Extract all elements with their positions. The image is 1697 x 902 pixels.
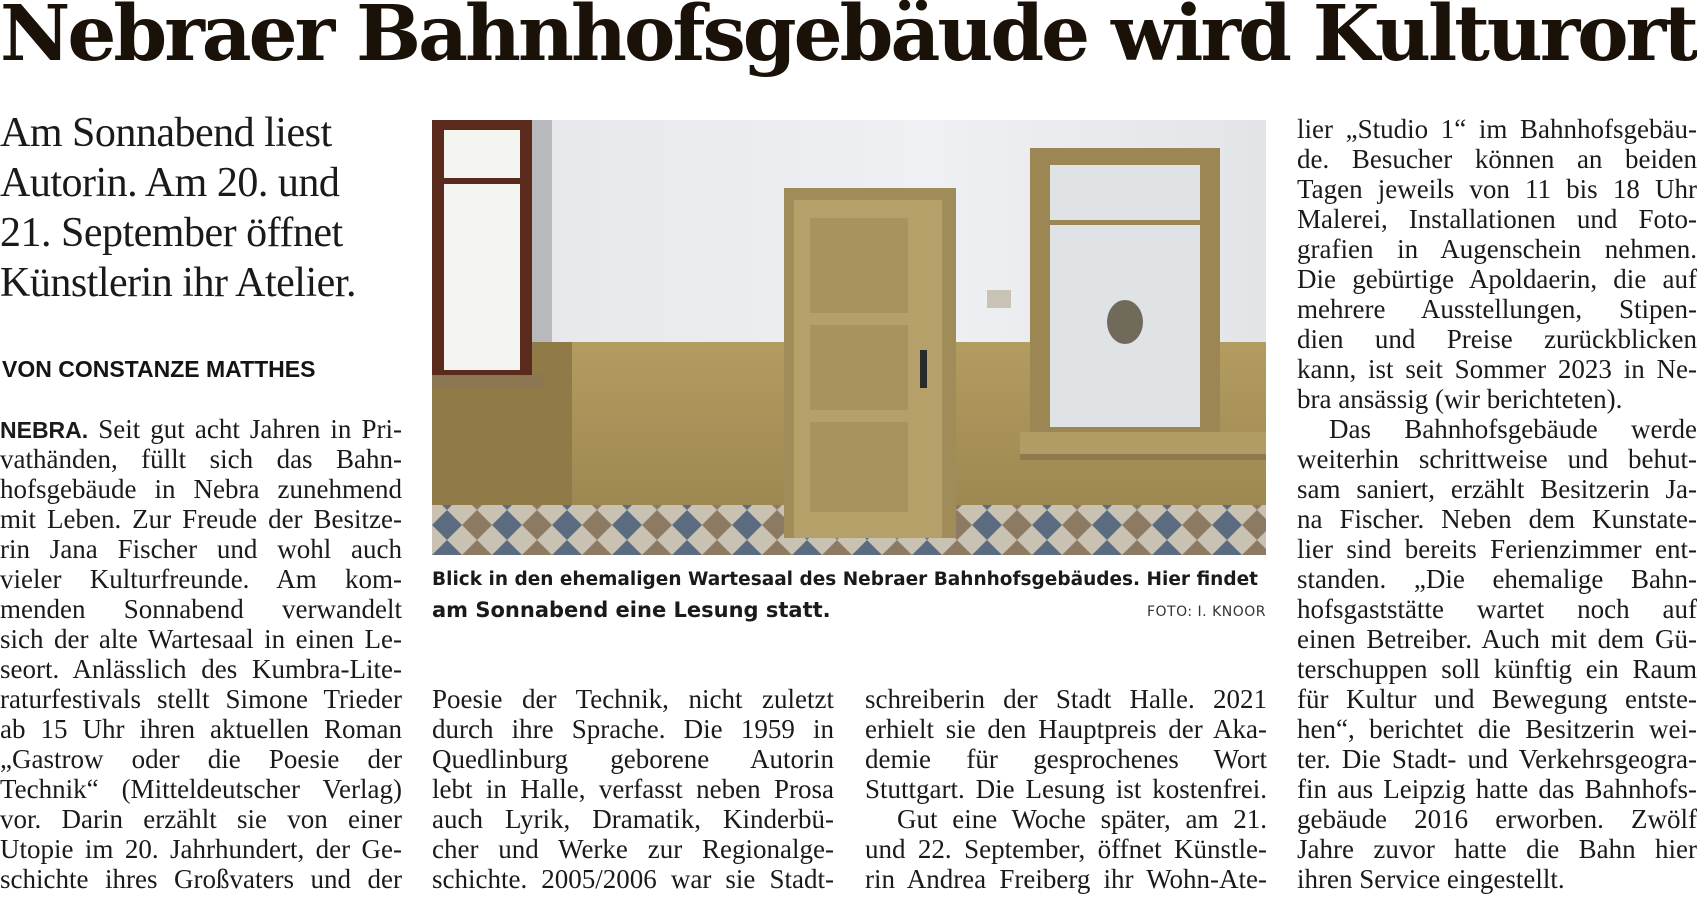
text-line: hen“, berichtet die Besitzerin wei- <box>1297 714 1697 744</box>
text-line: schichte. 2005/2006 war sie Stadt- <box>432 864 834 894</box>
subhead-line: Am Sonnabend liest <box>0 110 332 156</box>
text-line: demie für gesprochenes Wort <box>865 744 1267 774</box>
text-line: standen. „Die ehemalige Bahn- <box>1297 564 1697 594</box>
text-line: Quedlinburg geborene Autorin <box>432 744 834 774</box>
text-line: Technik“ (Mitteldeutscher Verlag) <box>0 774 402 804</box>
waiting-room-photo <box>432 120 1266 555</box>
caption-line: am Sonnabend eine Lesung statt. <box>432 598 831 622</box>
text-line: lebt in Halle, verfasst neben Prosa <box>432 774 834 804</box>
text-line: vieler Kulturfreunde. Am kom- <box>0 564 402 594</box>
text-line: Malerei, Installationen und Foto- <box>1297 204 1697 234</box>
text-line: Tagen jeweils von 11 bis 18 Uhr <box>1297 174 1697 204</box>
text-fragment: Seit gut acht Jahren in Pri- <box>88 414 402 444</box>
text-line: Das Bahnhofsgebäude werde <box>1329 414 1697 444</box>
text-line: de. Besucher können an beiden <box>1297 144 1697 174</box>
text-line: lier „Studio 1“ im Bahnhofsgebäu- <box>1297 114 1697 144</box>
article-headline: Nebraer Bahnhofsgebäude wird Kulturort <box>0 0 1696 79</box>
text-line: terschuppen soll künftig ein Raum <box>1297 654 1697 684</box>
text-line: mehrere Ausstellungen, Stipen- <box>1297 294 1697 324</box>
text-line: für Kultur und Bewegung entste- <box>1297 684 1697 714</box>
text-line: schichte ihres Großvaters und der <box>0 864 402 894</box>
text-line: gebäude 2016 erworben. Zwölf <box>1297 804 1697 834</box>
subhead-line: 21. September öffnet <box>0 210 343 256</box>
text-line: kann, ist seit Sommer 2023 in Ne- <box>1297 354 1697 384</box>
subhead-line: Künstlerin ihr Atelier. <box>0 260 356 306</box>
text-line: grafien in Augenschein nehmen. <box>1297 234 1697 264</box>
text-line: fin aus Leipzig hatte das Bahnhofs- <box>1297 774 1697 804</box>
caption-line: Blick in den ehemaligen Wartesaal des Nebraer Bahnhofsgebäudes. Hier findet <box>432 569 1258 590</box>
author-byline: VON CONSTANZE MATTHES <box>2 356 316 382</box>
text-line: rin Jana Fischer und wohl auch <box>0 534 402 564</box>
text-line: bra ansässig (wir berichteten). <box>1297 384 1623 414</box>
text-line: lier sind bereits Ferienzimmer ent- <box>1297 534 1697 564</box>
text-line: auch Lyrik, Dramatik, Kinderbü- <box>432 804 834 834</box>
text-line: mit Leben. Zur Freude der Besitze- <box>0 504 402 534</box>
text-line: weiterhin schrittweise und behut- <box>1297 444 1697 474</box>
text-line: ab 15 Uhr ihren aktuellen Roman <box>0 714 402 744</box>
text-line: „Gastrow oder die Poesie der <box>0 744 402 774</box>
text-line: Die gebürtige Apoldaerin, die auf <box>1297 264 1697 294</box>
text-line: sam saniert, erzählt Besitzerin Ja- <box>1297 474 1697 504</box>
text-line: seort. Anlässlich des Kumbra-Lite- <box>0 654 402 684</box>
text-line: und 22. September, öffnet Künstle- <box>865 834 1267 864</box>
text-line: vor. Darin erzählt sie von einer <box>0 804 402 834</box>
text-line: Gut eine Woche später, am 21. <box>897 804 1267 834</box>
text-line: rin Andrea Freiberg ihr Wohn-Ate- <box>865 864 1267 894</box>
dateline: NEBRA. <box>0 417 89 443</box>
text-line: durch ihre Sprache. Die 1959 in <box>432 714 834 744</box>
text-line: sich der alte Wartesaal in einen Le- <box>0 624 402 654</box>
text-line: dien und Preise zurückblicken <box>1297 324 1697 354</box>
text-line <box>0 414 402 444</box>
text-line: Utopie im 20. Jahrhundert, der Ge- <box>0 834 402 864</box>
text-line: hofsgaststätte wartet noch auf <box>1297 594 1697 624</box>
text-line: ter. Die Stadt- und Verkehrsgeogra- <box>1297 744 1697 774</box>
text-line: schreiberin der Stadt Halle. 2021 <box>865 684 1267 714</box>
text-line: Stuttgart. Die Lesung ist kostenfrei. <box>865 774 1267 804</box>
text-line: menden Sonnabend verwandelt <box>0 594 402 624</box>
text-line: erhielt sie den Hauptpreis der Aka- <box>865 714 1267 744</box>
text-line: na Fischer. Neben dem Kunstate- <box>1297 504 1697 534</box>
article-subheadline <box>0 108 400 308</box>
text-line: Jahre zuvor hatte die Bahn hier <box>1297 834 1697 864</box>
text-line: Poesie der Technik, nicht zuletzt <box>432 684 834 714</box>
text-line: einen Betreiber. Auch mit dem Gü- <box>1297 624 1697 654</box>
photo-credit: FOTO: I. KNOOR <box>1146 604 1266 620</box>
text-line: raturfestivals stellt Simone Trieder <box>0 684 402 714</box>
subhead-line: Autorin. Am 20. und <box>0 160 340 206</box>
article-column-1 <box>0 414 402 894</box>
text-line: cher und Werke zur Regionalge- <box>432 834 834 864</box>
text-line: hofsgebäude in Nebra zunehmend <box>0 474 402 504</box>
article-column-3 <box>865 684 1267 894</box>
text-line: vathänden, füllt sich das Bahn- <box>0 444 402 474</box>
text-line: ihren Service eingestellt. <box>1297 864 1565 894</box>
article-column-4 <box>1297 114 1697 894</box>
article-column-2 <box>432 684 834 894</box>
